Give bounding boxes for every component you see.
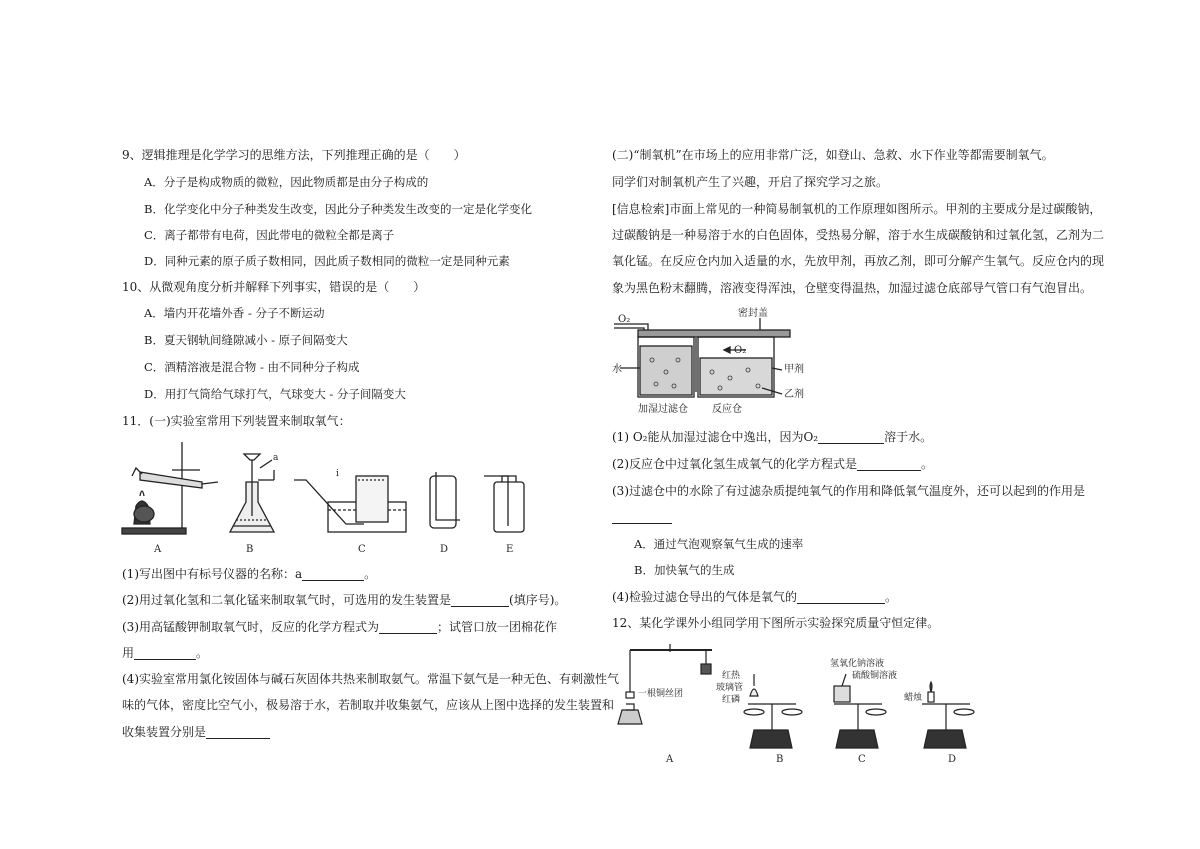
fig-b-label-glass: 玻璃管 bbox=[716, 683, 744, 693]
part2-question3-blank bbox=[612, 510, 672, 524]
diagram-agent-jia: 甲剂 bbox=[784, 364, 804, 375]
q11-part4-line2: 味的气体，密度比空气小，极易溶于水，若制取并收集氨气，应该从上图中选择的发生装置和 bbox=[122, 698, 615, 712]
part2-info-line2: 过碳酸钠是一种易溶于水的白色固体，受热易分解，溶于水生成碳酸钠和过氧化氢，乙剂为二 bbox=[612, 228, 1105, 242]
apparatus-figure bbox=[118, 436, 538, 558]
fig-label-c: C bbox=[858, 754, 866, 765]
q9-stem: 9、逻辑推理是化学学习的思维方法，下列推理正确的是（ ） bbox=[122, 148, 466, 162]
diagram-reaction-chamber: 反应仓 bbox=[712, 404, 742, 415]
answer-blank[interactable] bbox=[797, 592, 885, 604]
diagram-seal-lid: 密封盖 bbox=[738, 308, 768, 319]
q11-stem: 11．(一)实验室常用下列装置来制取氧气： bbox=[122, 414, 351, 428]
fig-label-d: D bbox=[948, 754, 957, 765]
fig-d-label-candle: 蜡烛 bbox=[904, 693, 923, 703]
apparatus-e bbox=[484, 476, 524, 532]
q9-option-c: C．离子都带有电荷，因此带电的微粒全都是离子 bbox=[144, 228, 395, 242]
apparatus-label-a: A bbox=[154, 544, 162, 555]
q10-stem: 10、从微观角度分析并解释下列事实，错误的是（ ） bbox=[122, 280, 426, 294]
fig-c-label-naoh: 氢氧化钠溶液 bbox=[830, 659, 885, 669]
q10-option-a: A．墙内开花墙外香 - 分子不断运动 bbox=[144, 306, 325, 320]
fig-label-b: B bbox=[776, 754, 784, 765]
q10-option-b: B．夏天钢轨间缝隙减小 - 原子间隔变大 bbox=[144, 333, 348, 347]
apparatus-label-b: B bbox=[246, 544, 254, 555]
apparatus-label-e: E bbox=[506, 544, 514, 555]
answer-blank[interactable] bbox=[206, 727, 270, 739]
part2-intro-line2: 同学们对制氧机产生了兴趣，开启了探究学习之旅。 bbox=[612, 175, 889, 189]
diagram-o2-outlet: O₂ bbox=[618, 314, 631, 325]
part2-question3: (3)过滤仓中的水除了有过滤杂质提纯氧气的作用和降低氧气温度外，还可以起到的作用是 bbox=[612, 484, 1086, 498]
part2-question1: (1) O₂能从加湿过滤仓中逸出，因为O₂ 溶于水。 bbox=[612, 430, 933, 444]
part2-info-line1: [信息检索]市面上常见的一种简易制氧机的工作原理如图所示。甲剂的主要成分是过碳酸钠， bbox=[612, 202, 1102, 216]
fig-a-copper-label: 一根铜丝团 bbox=[638, 689, 684, 699]
apparatus-a bbox=[122, 442, 218, 534]
apparatus-label-c: C bbox=[358, 544, 366, 555]
mass-conservation-figure bbox=[612, 642, 992, 766]
diagram-water: 水 bbox=[612, 364, 622, 375]
part2-info-line4: 象为黑色粉末翻腾，溶液变得浑浊，仓壁变得温热，加湿过滤仓底部导气管口有气泡冒出。 bbox=[612, 281, 1093, 295]
q11-part3: (3)用高锰酸钾制取氧气时，反应的化学方程式为 ；试管口放一团棉花作 bbox=[122, 620, 558, 634]
apparatus-mark-a: a bbox=[273, 453, 279, 463]
q11-part3b: 用 。 bbox=[122, 646, 209, 660]
fig-b-label-hot: 红热 bbox=[722, 671, 741, 681]
oxygen-generator-diagram bbox=[612, 300, 832, 418]
fig-b-label-phosphorus: 红磷 bbox=[722, 695, 741, 705]
q12-stem: 12、某化学课外小组同学用下图所示实验探究质量守恒定律。 bbox=[612, 616, 940, 630]
q9-option-d: D．同种元素的原子质子数相同，因此质子数相同的微粒一定是同种元素 bbox=[144, 254, 510, 268]
q11-part4-line3: 收集装置分别是 bbox=[122, 725, 270, 739]
diagram-o2-arrow: O₂ bbox=[734, 345, 747, 356]
part2-question3-option-a: A．通过气泡观察氧气生成的速率 bbox=[634, 537, 804, 551]
apparatus-label-d: D bbox=[440, 544, 449, 555]
part2-question4: (4)检验过滤仓导出的气体是氧气的 。 bbox=[612, 590, 898, 604]
answer-blank[interactable] bbox=[302, 569, 364, 581]
answer-blank[interactable] bbox=[857, 459, 921, 471]
fig-label-a: A bbox=[666, 754, 674, 765]
part2-intro-line1: (二)“制氧机”在市场上的应用非常广泛，如登山、急救、水下作业等都需要制氧气。 bbox=[612, 148, 1054, 162]
q9-option-a: A．分子是构成物质的微粒，因此物质都是由分子构成的 bbox=[144, 175, 429, 189]
answer-blank[interactable] bbox=[134, 648, 196, 660]
apparatus-b bbox=[230, 454, 274, 532]
part2-question2: (2)反应仓中过氧化氢生成氧气的化学方程式是 。 bbox=[612, 457, 934, 471]
q10-option-d: D．用打气筒给气球打气，气球变大 - 分子间隔变大 bbox=[144, 387, 406, 401]
q11-part2: (2)用过氧化氢和二氧化锰来制取氧气时，可选用的发生装置是 (填序号)。 bbox=[122, 593, 567, 607]
diagram-filter-chamber: 加湿过滤仓 bbox=[638, 404, 688, 415]
part2-question3-option-b: B．加快氧气的生成 bbox=[634, 563, 735, 577]
answer-blank[interactable] bbox=[451, 595, 509, 607]
part2-info-line3: 氧化锰。在反应仓内加入适量的水，先放甲剂，再放乙剂，即可分解产生氧气。反应仓内的现 bbox=[612, 254, 1105, 268]
answer-blank[interactable] bbox=[612, 512, 672, 524]
svg-text:i: i bbox=[336, 469, 339, 479]
diagram-agent-yi: 乙剂 bbox=[784, 389, 804, 400]
apparatus-d bbox=[430, 472, 460, 528]
q11-part4-line1: (4)实验室常用氯化铵固体与碱石灰固体共热来制取氨气。常温下氨气是一种无色、有刺激性气 bbox=[122, 672, 620, 686]
apparatus-c bbox=[294, 469, 406, 532]
q9-option-b: B．化学变化中分子种类发生改变，因此分子种类发生改变的一定是化学变化 bbox=[144, 202, 532, 216]
q11-part1: (1)写出图中有标号仪器的名称：a 。 bbox=[122, 567, 377, 581]
answer-blank[interactable] bbox=[379, 622, 437, 634]
answer-blank[interactable] bbox=[818, 432, 884, 444]
q10-option-c: C．酒精溶液是混合物 - 由不同种分子构成 bbox=[144, 360, 360, 374]
fig-c-label-cuso4: 硫酸铜溶液 bbox=[852, 671, 898, 681]
